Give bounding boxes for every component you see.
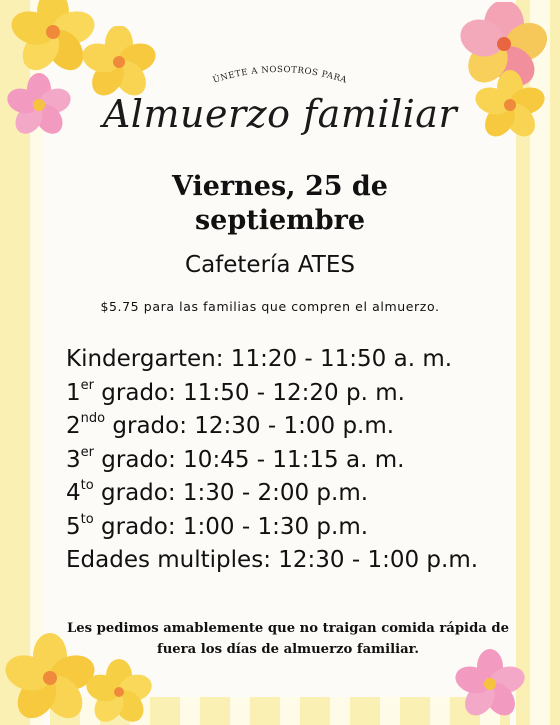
schedule-time: : 12:30 - 1:00 p.m. <box>263 547 479 573</box>
schedule-prefix: Kindergarten <box>66 346 216 372</box>
schedule-row <box>66 444 478 478</box>
event-title: Almuerzo familiar <box>102 92 458 136</box>
date-line-2: septiembre <box>194 205 365 236</box>
schedule-time: : 11:20 - 11:50 a. m. <box>215 346 453 372</box>
schedule-prefix: Edades multiples <box>66 547 264 573</box>
schedule-time: grado: 10:45 - 11:15 a. m. <box>93 446 405 473</box>
svg-text:ÚNETE A NOSOTROS PARA <box>211 65 348 86</box>
schedule-row <box>66 511 478 545</box>
footer-line-2: fuera los días de almuerzo familiar. <box>157 642 419 657</box>
schedule-prefix: 4 <box>66 480 81 506</box>
schedule-sup: to <box>80 511 94 527</box>
schedule-row <box>66 477 478 511</box>
event-date <box>0 170 560 238</box>
schedule-row <box>66 410 478 444</box>
schedule-sup: er <box>80 444 94 460</box>
schedule-time: grado: 1:00 - 1:30 p.m. <box>93 513 369 540</box>
footer-note <box>0 618 560 660</box>
yellow-flower-icon <box>78 26 160 98</box>
schedule-row <box>66 544 478 578</box>
schedule-sup: to <box>80 478 94 494</box>
schedule-time: grado: 1:30 - 2:00 p.m. <box>93 480 369 506</box>
schedule-sup: ndo <box>80 411 106 427</box>
date-line-1: Viernes, 25 de <box>172 171 388 202</box>
schedule-prefix: 2 <box>66 413 81 439</box>
event-location: Cafetería ATES <box>185 252 355 278</box>
schedule-list <box>66 343 478 578</box>
schedule-time: grado: 12:30 - 1:00 p.m. <box>105 413 395 439</box>
schedule-sup: er <box>80 377 94 393</box>
price-note: $5.75 para las familias que compren el almuerzo. <box>100 299 440 314</box>
footer-line-1: Les pedimos amablemente que no traigan comida rápida de <box>66 621 510 636</box>
schedule-prefix: 3 <box>66 446 81 473</box>
kicker-arc <box>180 48 380 98</box>
schedule-row <box>66 343 478 377</box>
kicker-text: ÚNETE A NOSOTROS PARA <box>211 64 349 86</box>
yellow-flower-icon <box>82 656 156 725</box>
schedule-prefix: 5 <box>66 513 81 540</box>
schedule-time: grado: 11:50 - 12:20 p. m. <box>93 379 405 406</box>
schedule-row <box>66 377 478 411</box>
schedule-prefix: 1 <box>66 379 81 406</box>
